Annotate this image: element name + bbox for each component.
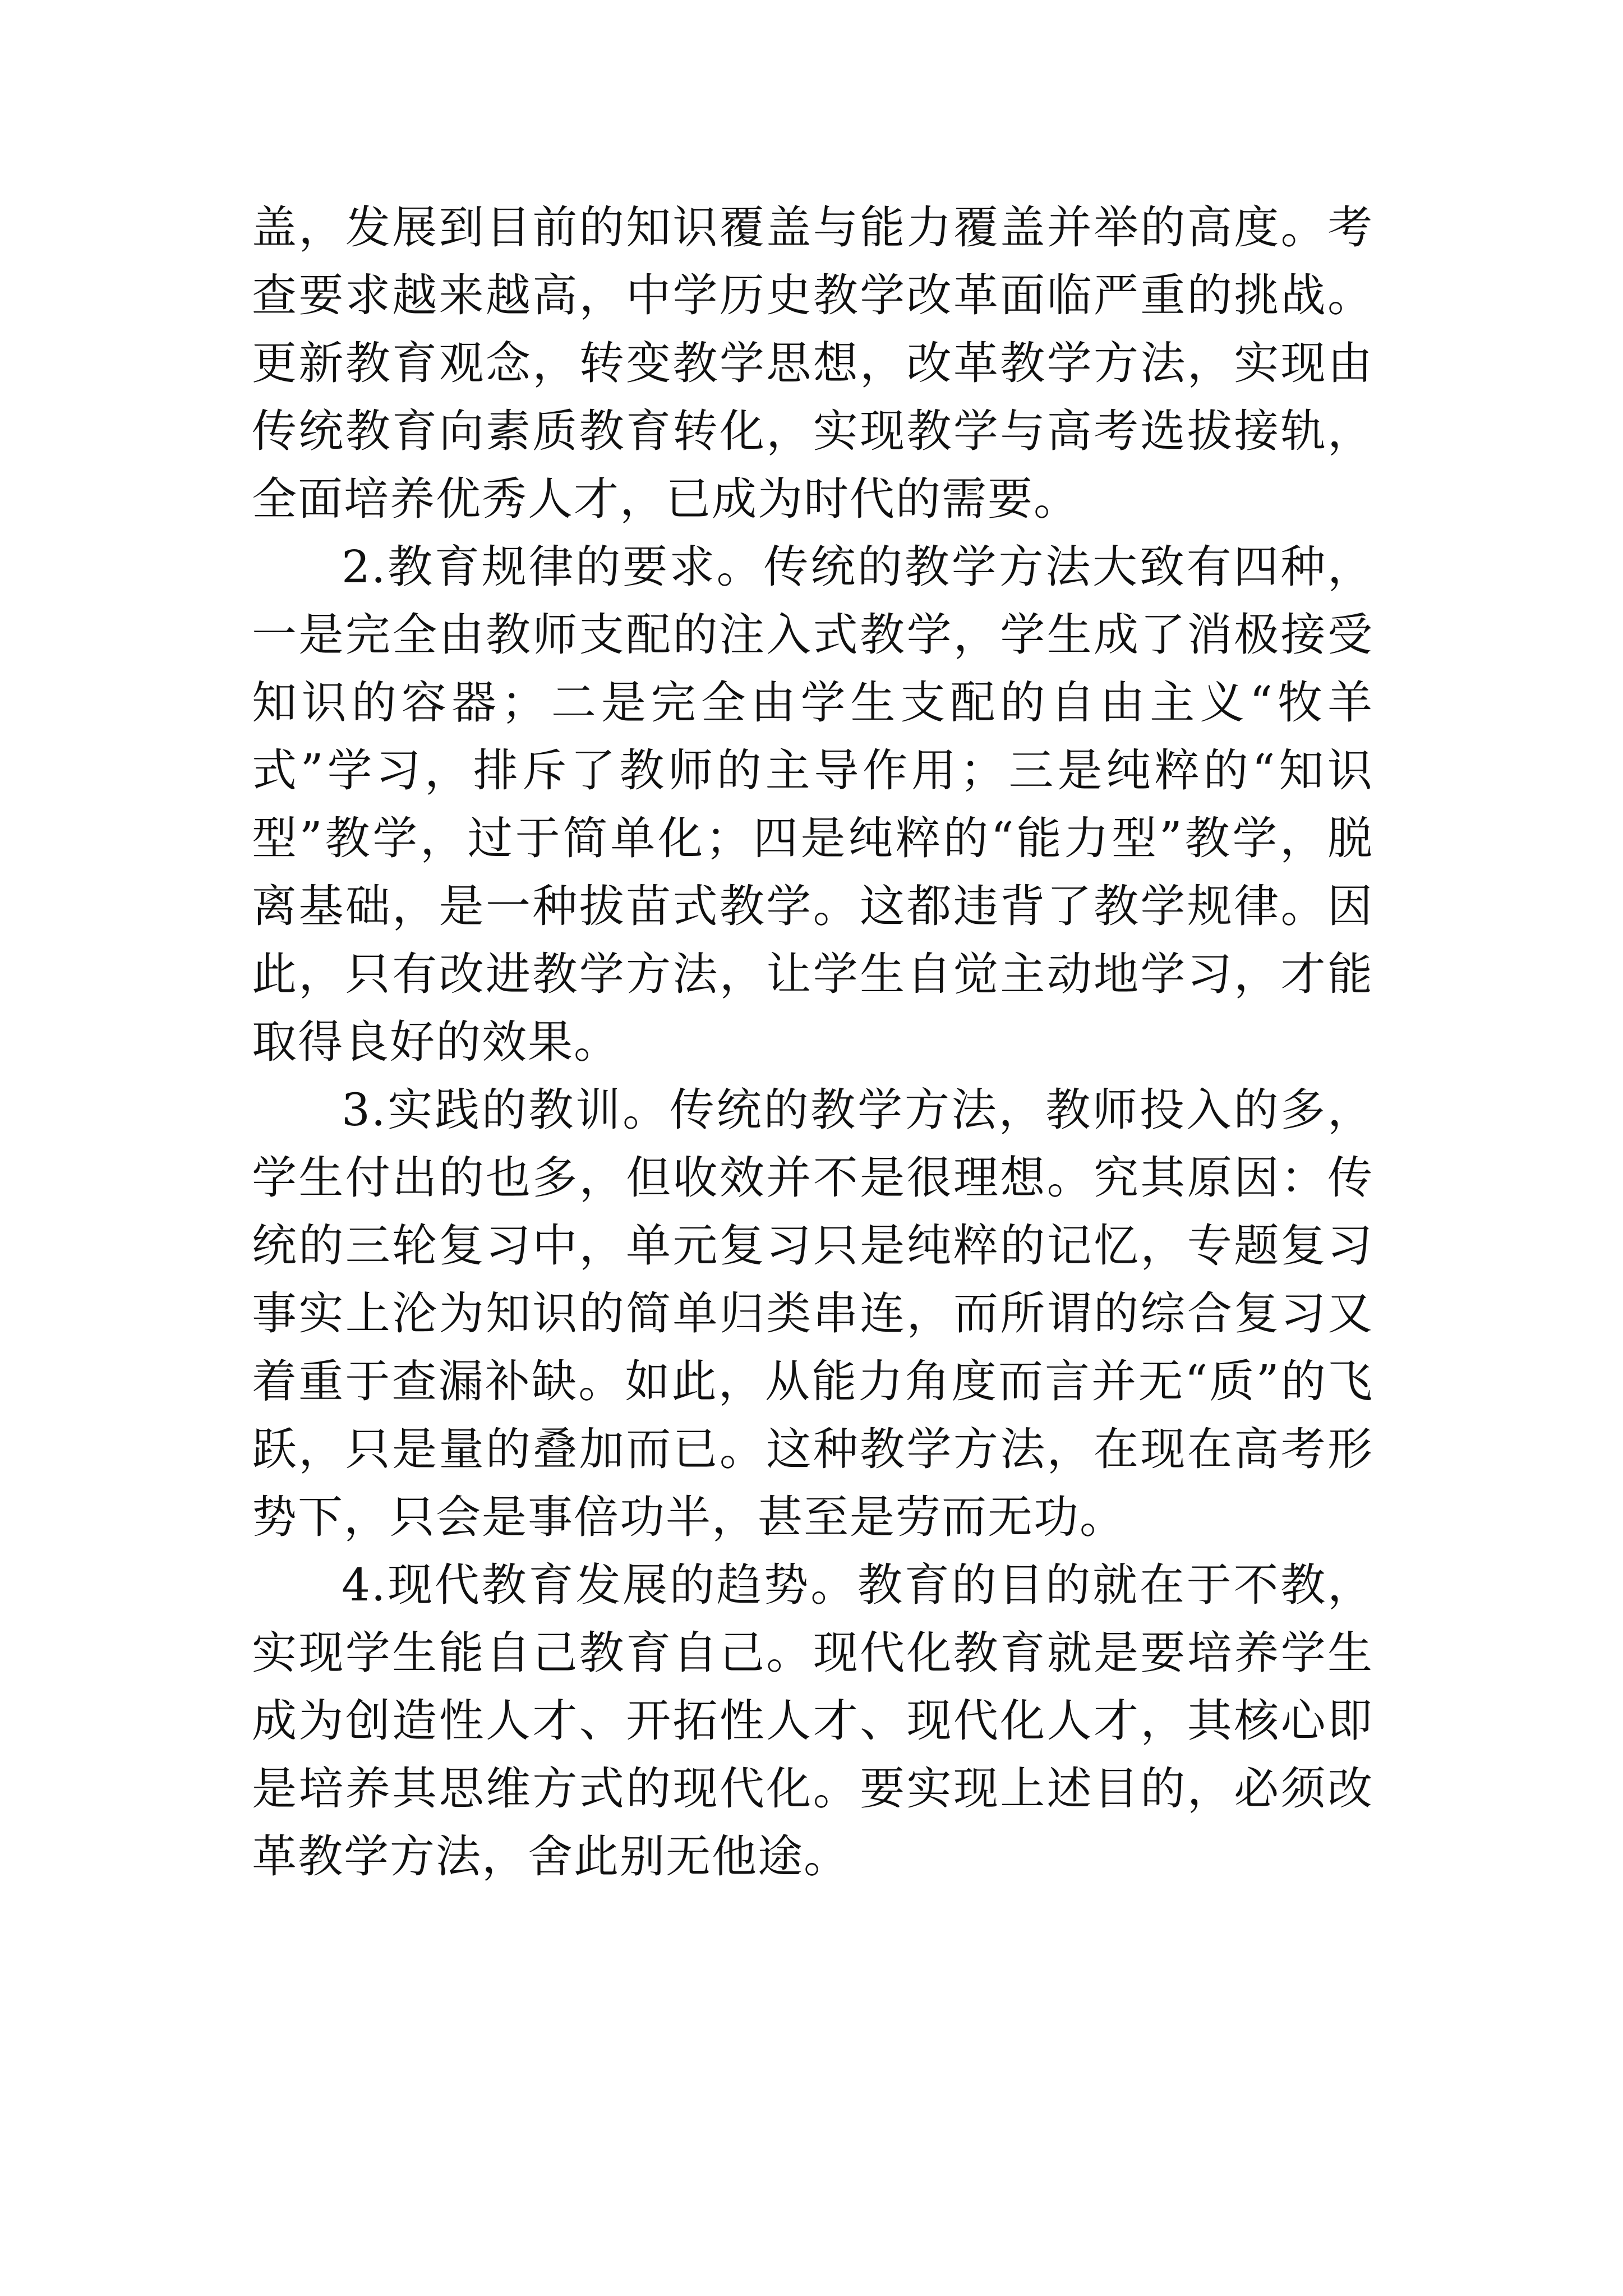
paragraph-continuation: 盖，发展到目前的知识覆盖与能力覆盖并举的高度。考查要求越来越高，中学历史教学改革面临严重的挑战。更新教育观念，转变教学思想，改革教学方法，实现由传统教育向素质教育转化，实现教学与高考选拔接轨，全面培养优秀人才，已成为时代的需要。: [252, 201, 1373, 525]
paragraph-modern-trend: 4.现代教育发展的趋势。教育的目的就在于不教，实现学生能自己教育自己。现代化教育就是要培养学生成为创造性人才、开拓性人才、现代化人才，其核心即是培养其思维方式的现代化。要实现上述目的，必须改革教学方法，舍此别无他途。: [252, 1559, 1373, 1883]
document-body: [252, 194, 1373, 1890]
paragraph-education-law: 2.教育规律的要求。传统的教学方法大致有四种，一是完全由教师支配的注入式教学，学生成了消极接受知识的容器；二是完全由学生支配的自由主义“牧羊式”学习，排斥了教师的主导作用；三是纯粹的“知识型”教学，过于简单化；四是纯粹的“能力型”教学，脱离基础，是一种拔苗式教学。这都违背了教学规律。因此，只有改进教学方法，让学生自觉主动地学习，才能取得良好的效果。: [252, 541, 1373, 1068]
paragraph-practice-lesson: 3.实践的教训。传统的教学方法，教师投入的多，学生付出的也多，但收效并不是很理想。究其原因：传统的三轮复习中，单元复习只是纯粹的记忆，专题复习事实上沦为知识的简单归类串连，而所谓的综合复习又着重于查漏补缺。如此，从能力角度而言并无“质”的飞跃，只是量的叠加而已。这种教学方法，在现在高考形势下，只会是事倍功半，甚至是劳而无功。: [252, 1084, 1373, 1543]
